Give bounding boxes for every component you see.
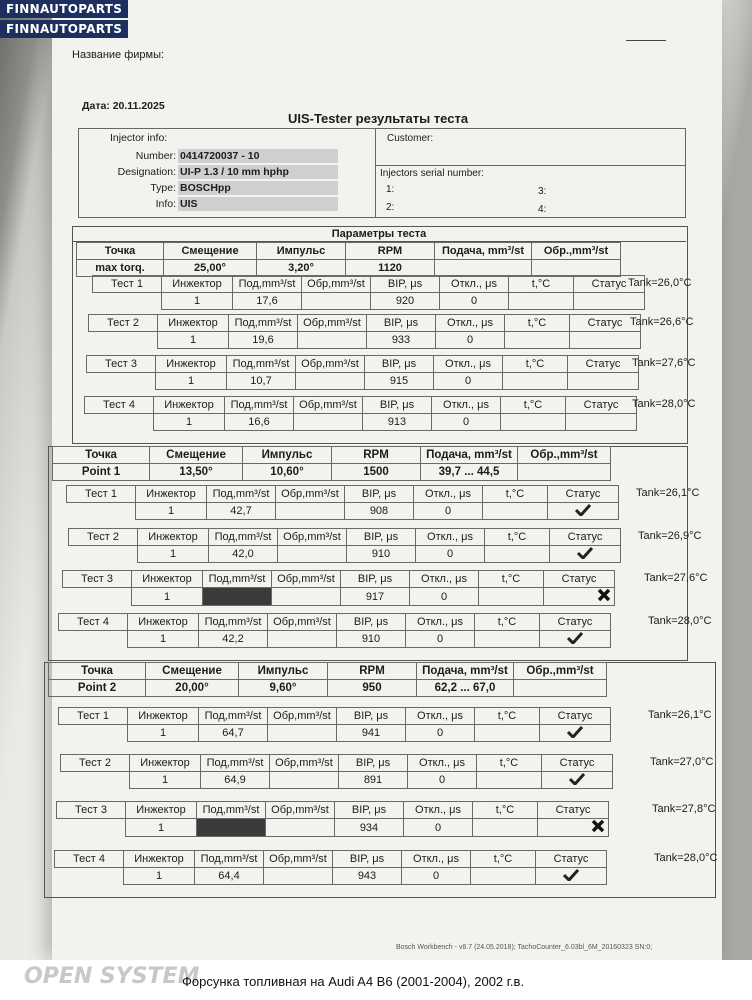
header-rpm: RPM (328, 663, 417, 680)
value-bip: 910 (347, 546, 416, 563)
check-icon (567, 632, 583, 644)
test-report-sheet (52, 0, 722, 960)
header-injector: Инжектор (158, 315, 229, 332)
spacer (67, 503, 136, 520)
test-result-table (66, 485, 619, 520)
header-bip: BIP, μs (337, 708, 406, 725)
value-temp (503, 373, 568, 390)
value-status (540, 725, 611, 742)
value-offset: 13,50° (150, 464, 243, 481)
value-return (514, 680, 607, 697)
header-delivery: Подача, mm³/st (421, 447, 518, 464)
header-deviation: Откл., μs (436, 315, 505, 332)
value-return (302, 293, 371, 310)
value-bip: 913 (363, 414, 432, 431)
header-return: Обр,mm³/st (294, 397, 363, 414)
value-delivery: 42,0 (209, 546, 278, 563)
caption-text: Форсунка топливная на Audi A4 B6 (2001-2004), 2002 г.в. (182, 974, 525, 989)
header-impulse: Импульс (239, 663, 328, 680)
header-return: Обр,mm³/st (296, 356, 365, 373)
value-offset: 25,00° (164, 260, 257, 277)
header-delivery: Под,mm³/st (199, 614, 268, 631)
value-temp (483, 503, 548, 520)
header-return: Обр.,mm³/st (514, 663, 607, 680)
tank-temperature: Tank=27,8°C (652, 803, 716, 815)
value-temp (509, 293, 574, 310)
value-deviation: 0 (416, 546, 485, 563)
check-icon (569, 773, 585, 785)
value-injector: 1 (128, 631, 199, 648)
header-temp: t,°C (477, 755, 542, 772)
injector-info-value: UI-P 1.3 / 10 mm hphp (180, 166, 289, 178)
header-offset: Смещение (164, 243, 257, 260)
value-status (550, 546, 621, 563)
value-return (294, 414, 363, 431)
value-delivery: 19,6 (229, 332, 298, 349)
watermark-top: FINNAUTOPARTS (0, 0, 128, 18)
header-injector: Инжектор (156, 356, 227, 373)
header-deviation: Откл., μs (434, 356, 503, 373)
header-delivery: Под,mm³/st (209, 529, 278, 546)
test-name: Тест 4 (59, 614, 128, 631)
header-offset: Смещение (146, 663, 239, 680)
test-name: Тест 1 (67, 486, 136, 503)
header-point: Точка (77, 243, 164, 260)
value-status (544, 588, 615, 606)
header-delivery: Под,mm³/st (199, 708, 268, 725)
header-injector: Инжектор (124, 851, 195, 868)
header-status: Статус (536, 851, 607, 868)
header-offset: Смещение (150, 447, 243, 464)
tank-temperature: Tank=28,0°C (648, 615, 712, 627)
check-icon (567, 726, 583, 738)
header-return: Обр,mm³/st (266, 802, 335, 819)
spacer (93, 293, 162, 310)
header-temp: t,°C (501, 397, 566, 414)
value-injector: 1 (138, 546, 209, 563)
value-deviation: 0 (436, 332, 505, 349)
value-bip: 915 (365, 373, 434, 390)
header-injector: Инжектор (154, 397, 225, 414)
injector-info-value: BOSCHpp (180, 182, 231, 194)
header-delivery: Под,mm³/st (195, 851, 264, 868)
value-status (548, 503, 619, 520)
header-temp: t,°C (473, 802, 538, 819)
cross-icon (597, 588, 611, 602)
value-delivery: 64,4 (195, 868, 264, 885)
header-impulse: Импульс (257, 243, 346, 260)
tank-temperature: Tank=26,1°C (636, 487, 700, 499)
test-result-table (54, 850, 607, 885)
header-injector: Инжектор (138, 529, 209, 546)
value-delivery (435, 260, 532, 277)
header-delivery: Под,mm³/st (197, 802, 266, 819)
header-delivery: Под,mm³/st (233, 276, 302, 293)
value-delivery: 39,7 ... 44,5 (421, 464, 518, 481)
value-deviation: 0 (432, 414, 501, 431)
test-result-table (68, 528, 621, 563)
spacer (69, 546, 138, 563)
tank-temperature: Tank=26,6°C (630, 316, 694, 328)
injector-info-label: Designation: (117, 166, 176, 178)
value-return (276, 503, 345, 520)
test-name: Тест 2 (61, 755, 130, 772)
value-status (566, 414, 637, 431)
tank-temperature: Tank=26,0°C (628, 277, 692, 289)
header-delivery: Под,mm³/st (207, 486, 276, 503)
corner-line (626, 40, 666, 41)
value-injector: 1 (126, 819, 197, 837)
value-delivery: 62,2 ... 67,0 (417, 680, 514, 697)
point-parameters-table (52, 446, 611, 481)
value-return (268, 631, 337, 648)
value-return (278, 546, 347, 563)
injector-info-label: Info: (155, 198, 176, 210)
test-name: Тест 1 (59, 708, 128, 725)
value-temp (475, 631, 540, 648)
header-temp: t,°C (475, 614, 540, 631)
value-deviation: 0 (406, 725, 475, 742)
header-return: Обр,mm³/st (272, 571, 341, 588)
value-delivery: 36,4 (203, 588, 272, 606)
value-delivery: 64,9 (201, 772, 270, 789)
value-injector: 1 (162, 293, 233, 310)
injector-info-value: UIS (180, 198, 198, 210)
tank-temperature: Tank=26,1°C (648, 709, 712, 721)
header-return: Обр,mm³/st (268, 614, 337, 631)
test-name: Тест 3 (87, 356, 156, 373)
value-bip: 908 (345, 503, 414, 520)
value-rpm: 1500 (332, 464, 421, 481)
value-injector: 1 (154, 414, 225, 431)
point-parameters-table (76, 242, 621, 277)
value-status (536, 868, 607, 885)
value-deviation: 0 (402, 868, 471, 885)
header-temp: t,°C (509, 276, 574, 293)
header-bip: BIP, μs (333, 851, 402, 868)
header-injector: Инжектор (128, 614, 199, 631)
test-name: Тест 1 (93, 276, 162, 293)
header-point: Точка (53, 447, 150, 464)
injector-info-highlight (178, 197, 338, 211)
spacer (63, 588, 132, 606)
test-name: Тест 2 (89, 315, 158, 332)
value-temp (505, 332, 570, 349)
header-return: Обр,mm³/st (276, 486, 345, 503)
watermark-bottom: FINNAUTOPARTS (0, 20, 128, 38)
header-status: Статус (550, 529, 621, 546)
serial-slot-3: 3: (538, 186, 547, 197)
test-name: Тест 3 (63, 571, 132, 588)
header-return: Обр.,mm³/st (532, 243, 621, 260)
header-deviation: Откл., μs (402, 851, 471, 868)
value-delivery: 16,6 (225, 414, 294, 431)
header-deviation: Откл., μs (416, 529, 485, 546)
header-bip: BIP, μs (337, 614, 406, 631)
value-return (296, 373, 365, 390)
value-impulse: 3,20° (257, 260, 346, 277)
value-bip: 943 (333, 868, 402, 885)
value-return (298, 332, 367, 349)
header-return: Обр,mm³/st (302, 276, 371, 293)
test-result-table (58, 613, 611, 648)
value-bip: 891 (339, 772, 408, 789)
header-temp: t,°C (475, 708, 540, 725)
header-return: Обр,mm³/st (270, 755, 339, 772)
tank-temperature: Tank=27,6°C (644, 572, 708, 584)
cross-icon (591, 819, 605, 833)
report-title: UIS-Tester результаты теста (288, 111, 469, 126)
value-temp (477, 772, 542, 789)
open-system-logo: OPEN SYSTEM (24, 964, 200, 989)
spacer (85, 414, 154, 431)
value-temp (471, 868, 536, 885)
value-bip: 941 (337, 725, 406, 742)
header-delivery: Под,mm³/st (227, 356, 296, 373)
header-delivery: Под,mm³/st (229, 315, 298, 332)
date-label: Дата: 20.11.2025 (82, 100, 165, 112)
spacer (61, 772, 130, 789)
value-status (568, 373, 639, 390)
test-result-table (92, 275, 645, 310)
value-temp (479, 588, 544, 606)
injector-info-label: Number: (135, 150, 176, 162)
spacer (87, 373, 156, 390)
header-injector: Инжектор (132, 571, 203, 588)
test-name: Тест 2 (69, 529, 138, 546)
value-injector: 1 (130, 772, 201, 789)
value-bip: 934 (335, 819, 404, 837)
header-status: Статус (538, 802, 609, 819)
value-delivery: 42,2 (199, 631, 268, 648)
header-status: Статус (542, 755, 613, 772)
point-parameters-table (48, 662, 607, 697)
software-fine-print: Bosch Workbench - v8.7 (24.05.2018); TachoCounter_6.03bl_6M_20160323 SN:0; (396, 944, 653, 951)
value-deviation: 0 (410, 588, 479, 606)
value-status (570, 332, 641, 349)
header-return: Обр,mm³/st (264, 851, 333, 868)
header-bip: BIP, μs (371, 276, 440, 293)
header-delivery: Подача, mm³/st (417, 663, 514, 680)
header-return: Обр,mm³/st (298, 315, 367, 332)
value-return (268, 725, 337, 742)
test-result-table (86, 355, 639, 390)
header-temp: t,°C (485, 529, 550, 546)
header-injector: Инжектор (126, 802, 197, 819)
value-return (272, 588, 341, 606)
value-temp (475, 725, 540, 742)
customer-label: Customer: (387, 133, 434, 144)
value-deviation: 0 (406, 631, 475, 648)
value-rpm: 1120 (346, 260, 435, 277)
header-return: Обр,mm³/st (268, 708, 337, 725)
header-temp: t,°C (471, 851, 536, 868)
value-point: Point 1 (53, 464, 150, 481)
header-bip: BIP, μs (367, 315, 436, 332)
value-bip: 933 (367, 332, 436, 349)
value-return (270, 772, 339, 789)
serial-slot-2: 2: (386, 202, 395, 213)
header-deviation: Откл., μs (408, 755, 477, 772)
header-bip: BIP, μs (341, 571, 410, 588)
value-status (538, 819, 609, 837)
value-delivery: 10,7 (227, 373, 296, 390)
value-rpm: 950 (328, 680, 417, 697)
serial-slot-4: 4: (538, 204, 547, 215)
value-bip: 917 (341, 588, 410, 606)
injector-info-value: 0414720037 - 10 (180, 150, 260, 162)
header-status: Статус (540, 708, 611, 725)
header-status: Статус (544, 571, 615, 588)
test-name: Тест 4 (85, 397, 154, 414)
header-injector: Инжектор (128, 708, 199, 725)
header-deviation: Откл., μs (440, 276, 509, 293)
value-bip: 910 (337, 631, 406, 648)
value-return (532, 260, 621, 277)
value-deviation: 0 (414, 503, 483, 520)
header-deviation: Откл., μs (414, 486, 483, 503)
company-label: Название фирмы: (72, 49, 165, 61)
test-result-table (88, 314, 641, 349)
header-bip: BIP, μs (335, 802, 404, 819)
value-status (540, 631, 611, 648)
spacer (55, 868, 124, 885)
header-status: Статус (574, 276, 645, 293)
header-temp: t,°C (505, 315, 570, 332)
value-injector: 1 (124, 868, 195, 885)
params-title: Параметры теста (331, 228, 427, 240)
header-point: Точка (49, 663, 146, 680)
serial-number-label: Injectors serial number: (380, 168, 484, 179)
value-temp (473, 819, 538, 837)
header-deviation: Откл., μs (404, 802, 473, 819)
value-delivery: 17,6 (233, 293, 302, 310)
test-name: Тест 4 (55, 851, 124, 868)
check-icon (575, 504, 591, 516)
value-point: Point 2 (49, 680, 146, 697)
header-bip: BIP, μs (365, 356, 434, 373)
tank-temperature: Tank=28,0°C (632, 398, 696, 410)
value-injector: 1 (156, 373, 227, 390)
header-return: Обр.,mm³/st (518, 447, 611, 464)
value-injector: 1 (136, 503, 207, 520)
tank-temperature: Tank=27,6°C (632, 357, 696, 369)
header-return: Обр,mm³/st (278, 529, 347, 546)
spacer (59, 725, 128, 742)
value-injector: 1 (128, 725, 199, 742)
value-deviation: 0 (408, 772, 477, 789)
header-injector: Инжектор (130, 755, 201, 772)
header-delivery: Подача, mm³/st (435, 243, 532, 260)
header-temp: t,°C (479, 571, 544, 588)
value-bip: 920 (371, 293, 440, 310)
header-status: Статус (568, 356, 639, 373)
spacer (59, 631, 128, 648)
test-name: Тест 3 (57, 802, 126, 819)
injector-info-heading: Injector info: (110, 132, 168, 144)
test-result-table (84, 396, 637, 431)
serial-slot-1: 1: (386, 184, 395, 195)
value-deviation: 0 (440, 293, 509, 310)
test-result-table (56, 801, 609, 837)
spacer (89, 332, 158, 349)
value-deviation: 0 (434, 373, 503, 390)
header-status: Статус (566, 397, 637, 414)
header-deviation: Откл., μs (410, 571, 479, 588)
value-injector: 1 (158, 332, 229, 349)
header-delivery: Под,mm³/st (203, 571, 272, 588)
header-temp: t,°C (483, 486, 548, 503)
header-delivery: Под,mm³/st (201, 755, 270, 772)
value-impulse: 9,60° (239, 680, 328, 697)
check-icon (577, 547, 593, 559)
tank-temperature: Tank=27,0°C (650, 756, 714, 768)
header-injector: Инжектор (136, 486, 207, 503)
header-deviation: Откл., μs (406, 708, 475, 725)
value-delivery: 64,7 (199, 725, 268, 742)
value-temp (501, 414, 566, 431)
value-impulse: 10,60° (243, 464, 332, 481)
value-temp (485, 546, 550, 563)
header-bip: BIP, μs (339, 755, 408, 772)
test-result-table (60, 754, 613, 789)
injector-info-label: Type: (150, 182, 176, 194)
header-rpm: RPM (332, 447, 421, 464)
header-temp: t,°C (503, 356, 568, 373)
header-status: Статус (570, 315, 641, 332)
test-result-table (62, 570, 615, 606)
value-offset: 20,00° (146, 680, 239, 697)
spacer (57, 819, 126, 837)
header-injector: Инжектор (162, 276, 233, 293)
caption-bar (0, 960, 752, 1000)
header-bip: BIP, μs (345, 486, 414, 503)
header-deviation: Откл., μs (406, 614, 475, 631)
test-result-table (58, 707, 611, 742)
tank-temperature: Tank=28,0°C (654, 852, 718, 864)
header-status: Статус (548, 486, 619, 503)
value-return (266, 819, 335, 837)
value-status (542, 772, 613, 789)
value-return (264, 868, 333, 885)
header-bip: BIP, μs (347, 529, 416, 546)
header-delivery: Под,mm³/st (225, 397, 294, 414)
value-delivery: 42,7 (207, 503, 276, 520)
value-injector: 1 (132, 588, 203, 606)
header-status: Статус (540, 614, 611, 631)
header-deviation: Откл., μs (432, 397, 501, 414)
value-point: max torq. (77, 260, 164, 277)
value-status (574, 293, 645, 310)
value-delivery: 58,5 (197, 819, 266, 837)
check-icon (563, 869, 579, 881)
header-rpm: RPM (346, 243, 435, 260)
value-deviation: 0 (404, 819, 473, 837)
header-impulse: Импульс (243, 447, 332, 464)
tank-temperature: Tank=26,9°C (638, 530, 702, 542)
header-bip: BIP, μs (363, 397, 432, 414)
value-return (518, 464, 611, 481)
